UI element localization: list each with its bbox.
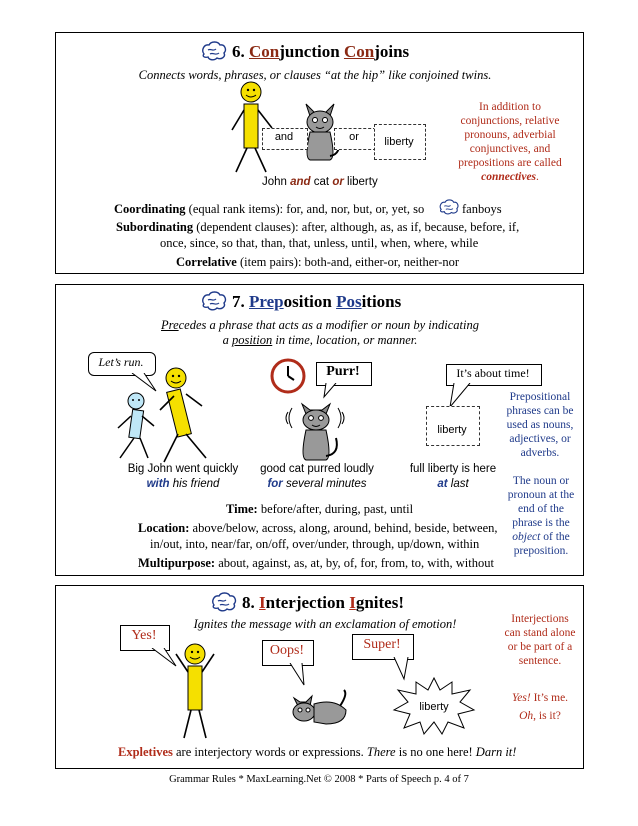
caption-john-and-cat: John and cat or liberty (262, 176, 378, 188)
purring-cat-figure (282, 398, 352, 462)
expletives-line: Expletives are interjectory words or expressions. There is no one here! Darn it! (118, 745, 517, 759)
section-8-title: 8. Interjection Ignites! (242, 593, 404, 612)
section-8-subtitle: Ignites the message with an exclamation of emotion! (193, 617, 457, 631)
brain-icon (210, 591, 238, 613)
word-and: and (274, 131, 294, 143)
about-time-text: It’s about time! (456, 366, 530, 380)
brain-icon (438, 198, 460, 216)
oh-is-it-note: Oh, is it? (519, 710, 561, 722)
connectives-note: In addition to conjunctions, relative pronouns, adverbial conjunctives, and prepositions are called connectives. (458, 101, 562, 183)
super-text: Super! (363, 637, 401, 652)
word-or: or (349, 131, 359, 143)
interjections-note: Interjections can stand alone or be part of a sentence. (504, 613, 576, 667)
brain-icon (200, 40, 228, 62)
page-footer: Grammar Rules * MaxLearning.Net © 2008 * Parts of Speech p. 4 of 7 (169, 774, 469, 785)
object-of-preposition-note: The noun or pronoun at the end of the phrase is the object of the preposition. (507, 475, 575, 557)
oops-text: Oops! (269, 643, 305, 658)
caption-full-liberty: full liberty is here at last (409, 463, 497, 490)
stick-figure-yes (172, 642, 218, 742)
fallen-cat-figure (290, 688, 354, 728)
lets-run-text: Let’s run. (98, 355, 144, 369)
word-liberty: liberty (437, 424, 467, 436)
section-6-title: 6. Conjunction Conjoins (232, 42, 410, 61)
time-line: Time: before/after, during, past, until (226, 502, 414, 516)
word-liberty: liberty (419, 701, 449, 713)
clock-icon (270, 358, 306, 394)
subordinating-line-1: Subordinating (dependent clauses): after, although, as, as if, because, before, if, (116, 220, 520, 234)
correlative-line: Correlative (item pairs): both-and, either-or, neither-nor (176, 255, 460, 269)
yes-text: Yes! (131, 628, 157, 643)
running-john-figure (152, 366, 212, 466)
caption-good-cat: good cat purred loudly for several minutes (260, 463, 374, 490)
subordinating-line-2: once, since, so that, than, that, unless, until, when, where, while (160, 236, 479, 250)
caption-big-john: Big John went quickly with his friend (127, 463, 239, 490)
coordinating-line: Coordinating (equal rank items): for, and, nor, but, or, yet, so (114, 202, 425, 216)
section-7-subtitle-1: Precedes a phrase that acts as a modifier or noun by indicating (161, 318, 479, 332)
fanboys-label: fanboys (462, 202, 502, 216)
location-line-1: Location: above/below, across, along, around, behind, beside, between, (138, 521, 498, 535)
running-friend-figure (114, 392, 156, 462)
multipurpose-line: Multipurpose: about, against, as, at, by, of, for, from, to, with, without (138, 556, 494, 570)
bubble-tail (286, 663, 310, 687)
yes-its-me-note: Yes! It’s me. (511, 692, 569, 704)
section-6-subtitle: Connects words, phrases, or clauses “at the hip” like conjoined twins. (138, 68, 492, 82)
word-liberty: liberty (384, 136, 414, 148)
purr-text: Purr! (326, 364, 360, 379)
section-7-title: 7. Preposition Positions (232, 292, 402, 311)
section-7-subtitle-2: a position in time, location, or manner. (222, 333, 418, 347)
location-line-2: in/out, into, near/far, on/off, over/under, through, up/down, within (150, 537, 480, 551)
prepositional-phrases-note: Prepositional phrases can be used as nouns, adjectives, or adverbs. (506, 391, 574, 459)
brain-icon (200, 290, 228, 312)
bubble-tail (322, 383, 342, 399)
